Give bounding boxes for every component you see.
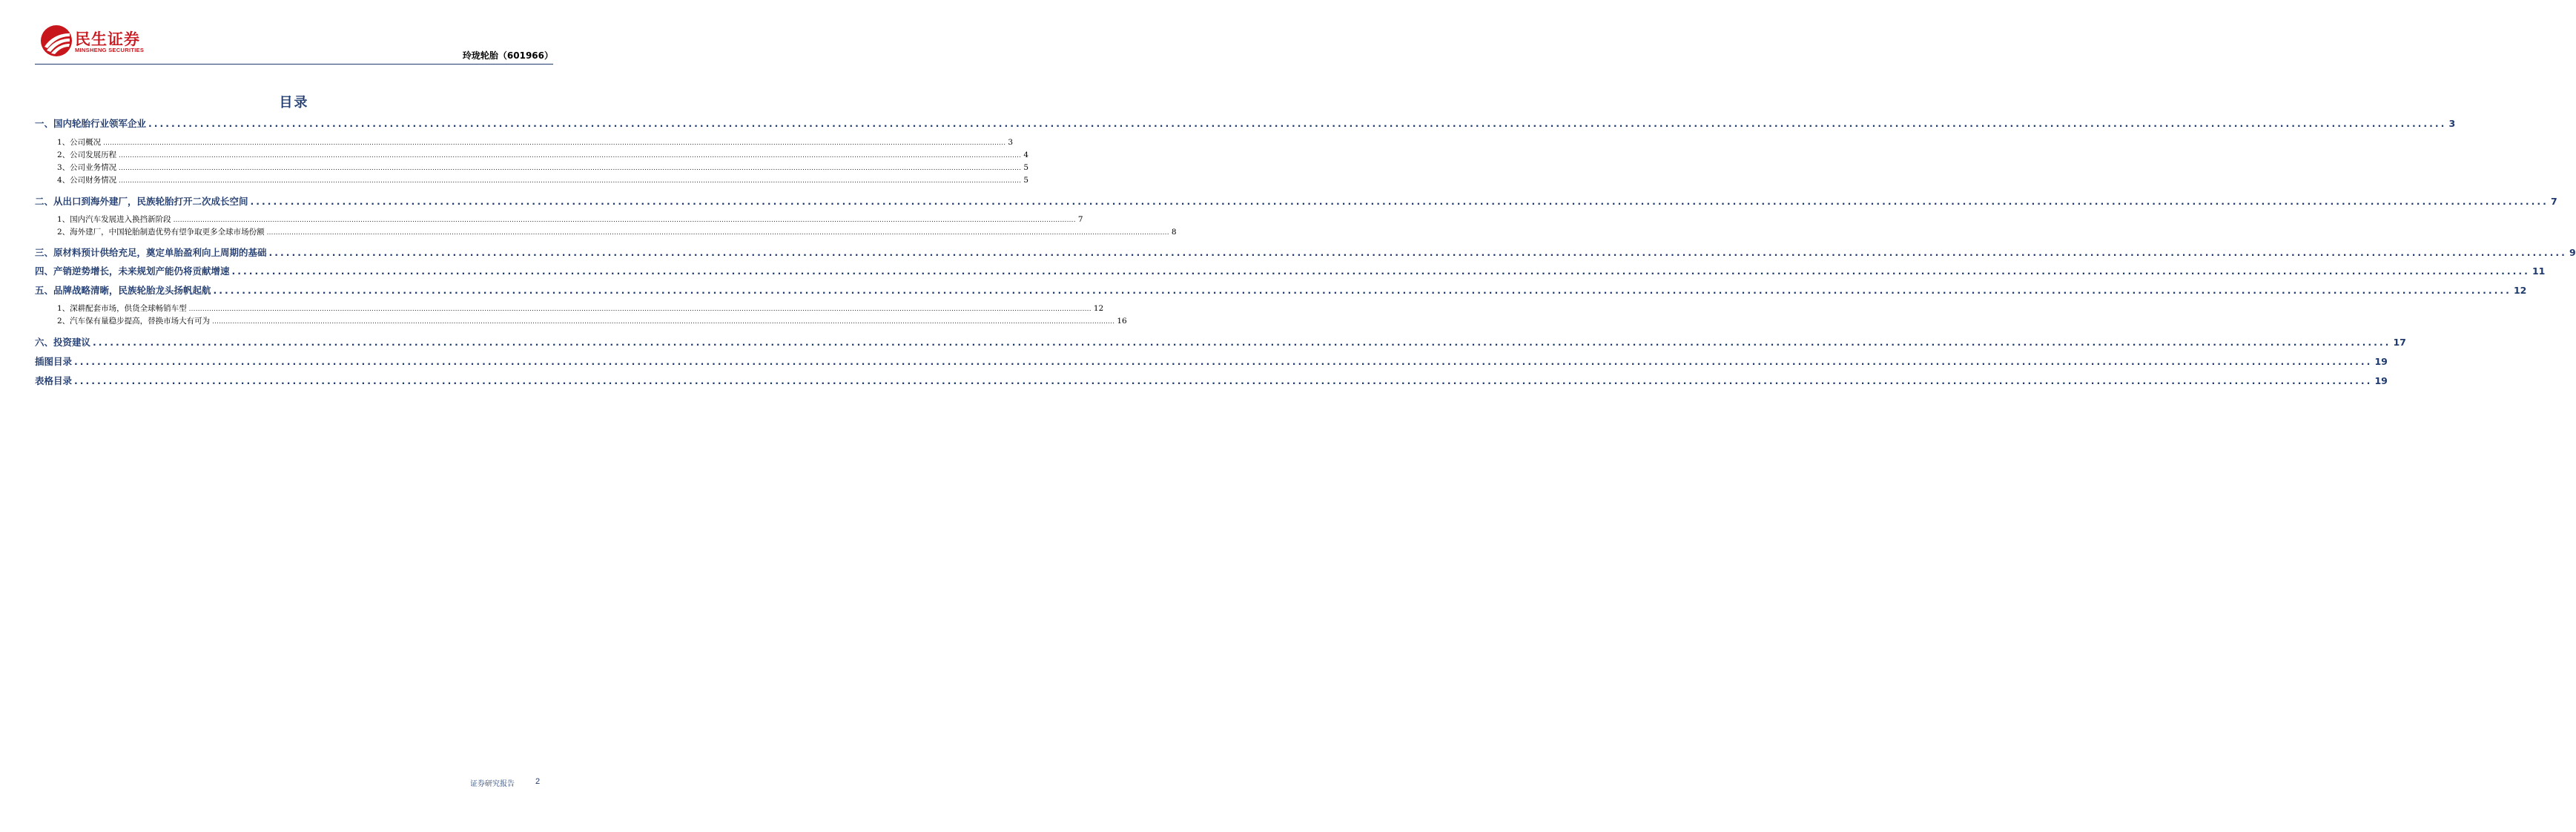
toc-entry-page: 4 — [1023, 151, 1029, 159]
toc-entry-page: 19 — [2374, 356, 2388, 367]
toc-entry-page: 19 — [2374, 375, 2388, 386]
toc-entry-text: 3、公司业务情况 — [57, 163, 117, 172]
toc-subsection-entry[interactable] — [57, 149, 1029, 160]
toc-entry-page: 7 — [1077, 215, 1083, 224]
toc-subsection-entry[interactable] — [57, 136, 1014, 148]
toc-entry-text: 一、国内轮胎行业领军企业 — [35, 118, 147, 129]
toc-entry-text: 1、深耕配套市场，供货全球畅销车型 — [57, 304, 187, 313]
toc-entry-page: 8 — [1171, 228, 1177, 237]
toc-dot-leader: ................................................................................................................................................................................................................................................................................................................................................................................................................ — [173, 217, 1076, 223]
toc-entry-text: 4、公司财务情况 — [57, 176, 117, 185]
toc-entry-page: 5 — [1023, 163, 1029, 172]
toc-entry-page: 12 — [1093, 304, 1104, 313]
toc-dot-leader: ................................................................................................................................................................................................................................................................................................................................................................................................................ — [119, 152, 1022, 159]
toc-dot-leader: ................................................................................................................................................................................................................................................................................................................................................................................................................ — [74, 375, 2373, 386]
brand-name-cn: 民生证券 — [75, 30, 140, 48]
toc-entry-text: 插图目录 — [35, 356, 73, 367]
page-header — [0, 0, 588, 67]
brand-name-en: MINSHENG SECURITIES — [75, 47, 145, 53]
toc-dot-leader: ................................................................................................................................................................................................................................................................................................................................................................................................................ — [103, 139, 1006, 146]
toc-entry-page: 16 — [1117, 317, 1127, 326]
toc-dot-leader: ................................................................................................................................................................................................................................................................................................................................................................................................................ — [188, 306, 1092, 312]
toc-entry-text: 五、品牌战略清晰，民族轮胎龙头扬帆起航 — [35, 285, 211, 296]
toc-subsection-entry[interactable] — [57, 214, 1083, 225]
toc-dot-leader: ................................................................................................................................................................................................................................................................................................................................................................................................................ — [119, 165, 1022, 171]
toc-section-entry[interactable] — [35, 245, 2576, 259]
toc-subsection-entry[interactable] — [57, 226, 1177, 237]
toc-entry-text: 二、从出口到海外建厂，民族轮胎打开二次成长空间 — [35, 196, 248, 207]
toc-entry-page: 3 — [2448, 118, 2456, 129]
toc-entry-page: 3 — [1008, 138, 1014, 147]
toc-entry-text: 2、汽车保有量稳步提高，替换市场大有可为 — [57, 317, 211, 326]
toc-entry-text: 四、产销逆势增长，未来规划产能仍将贡献增速 — [35, 265, 230, 277]
toc-dot-leader: ................................................................................................................................................................................................................................................................................................................................................................................................................ — [74, 356, 2373, 367]
toc-entry-page: 17 — [2393, 337, 2406, 348]
toc-entry-page: 11 — [2532, 265, 2546, 277]
stock-name: 玲珑轮胎（601966） — [462, 50, 553, 61]
toc-section-entry[interactable] — [35, 116, 2456, 130]
footer-label: 证券研究报告 — [470, 780, 515, 788]
toc-entry-text: 表格目录 — [35, 375, 73, 386]
header-divider — [35, 64, 553, 65]
toc-entry-page: 9 — [2569, 247, 2576, 258]
toc-entry-text: 六、投资建议 — [35, 337, 91, 348]
toc-subsection-entry[interactable] — [57, 303, 1104, 314]
toc-section-entry[interactable] — [35, 335, 2406, 349]
toc-section-entry[interactable] — [35, 374, 2388, 387]
footer-page-number: 2 — [535, 777, 541, 786]
toc-dot-leader: ................................................................................................................................................................................................................................................................................................................................................................................................................ — [148, 118, 2447, 129]
toc-entry-page: 7 — [2550, 196, 2557, 207]
toc-section-entry[interactable] — [35, 194, 2557, 208]
toc-dot-leader: ................................................................................................................................................................................................................................................................................................................................................................................................................ — [268, 247, 2567, 258]
toc-dot-leader: ................................................................................................................................................................................................................................................................................................................................................................................................................ — [250, 196, 2549, 207]
toc-title: 目录 — [279, 95, 309, 110]
toc-section-entry[interactable] — [35, 283, 2527, 297]
toc-dot-leader: ................................................................................................................................................................................................................................................................................................................................................................................................................ — [266, 229, 1169, 236]
toc-subsection-entry[interactable] — [57, 174, 1029, 185]
toc-subsection-entry[interactable] — [57, 315, 1127, 326]
toc-dot-leader: ................................................................................................................................................................................................................................................................................................................................................................................................................ — [93, 337, 2391, 348]
toc-entry-page: 5 — [1023, 176, 1029, 185]
toc-entry-page: 12 — [2513, 285, 2527, 296]
toc-entry-text: 2、海外建厂，中国轮胎制造优势有望争取更多全球市场份额 — [57, 228, 265, 237]
toc-dot-leader: ................................................................................................................................................................................................................................................................................................................................................................................................................ — [212, 318, 1115, 325]
toc-subsection-entry[interactable] — [57, 162, 1029, 173]
toc-entry-text: 2、公司发展历程 — [57, 151, 117, 159]
toc-entry-text: 1、国内汽车发展进入换挡新阶段 — [57, 215, 171, 224]
toc-entry-text: 三、原材料预计供给充足，奠定单胎盈利向上周期的基础 — [35, 247, 267, 258]
toc-dot-leader: ................................................................................................................................................................................................................................................................................................................................................................................................................ — [119, 177, 1022, 184]
toc-dot-leader: ................................................................................................................................................................................................................................................................................................................................................................................................................ — [213, 285, 2511, 296]
toc-entry-text: 1、公司概况 — [57, 138, 102, 147]
toc-dot-leader: ................................................................................................................................................................................................................................................................................................................................................................................................................ — [231, 265, 2530, 277]
toc-section-entry[interactable] — [35, 354, 2388, 368]
toc-section-entry[interactable] — [35, 264, 2546, 277]
minsheng-logo-icon — [40, 24, 73, 57]
